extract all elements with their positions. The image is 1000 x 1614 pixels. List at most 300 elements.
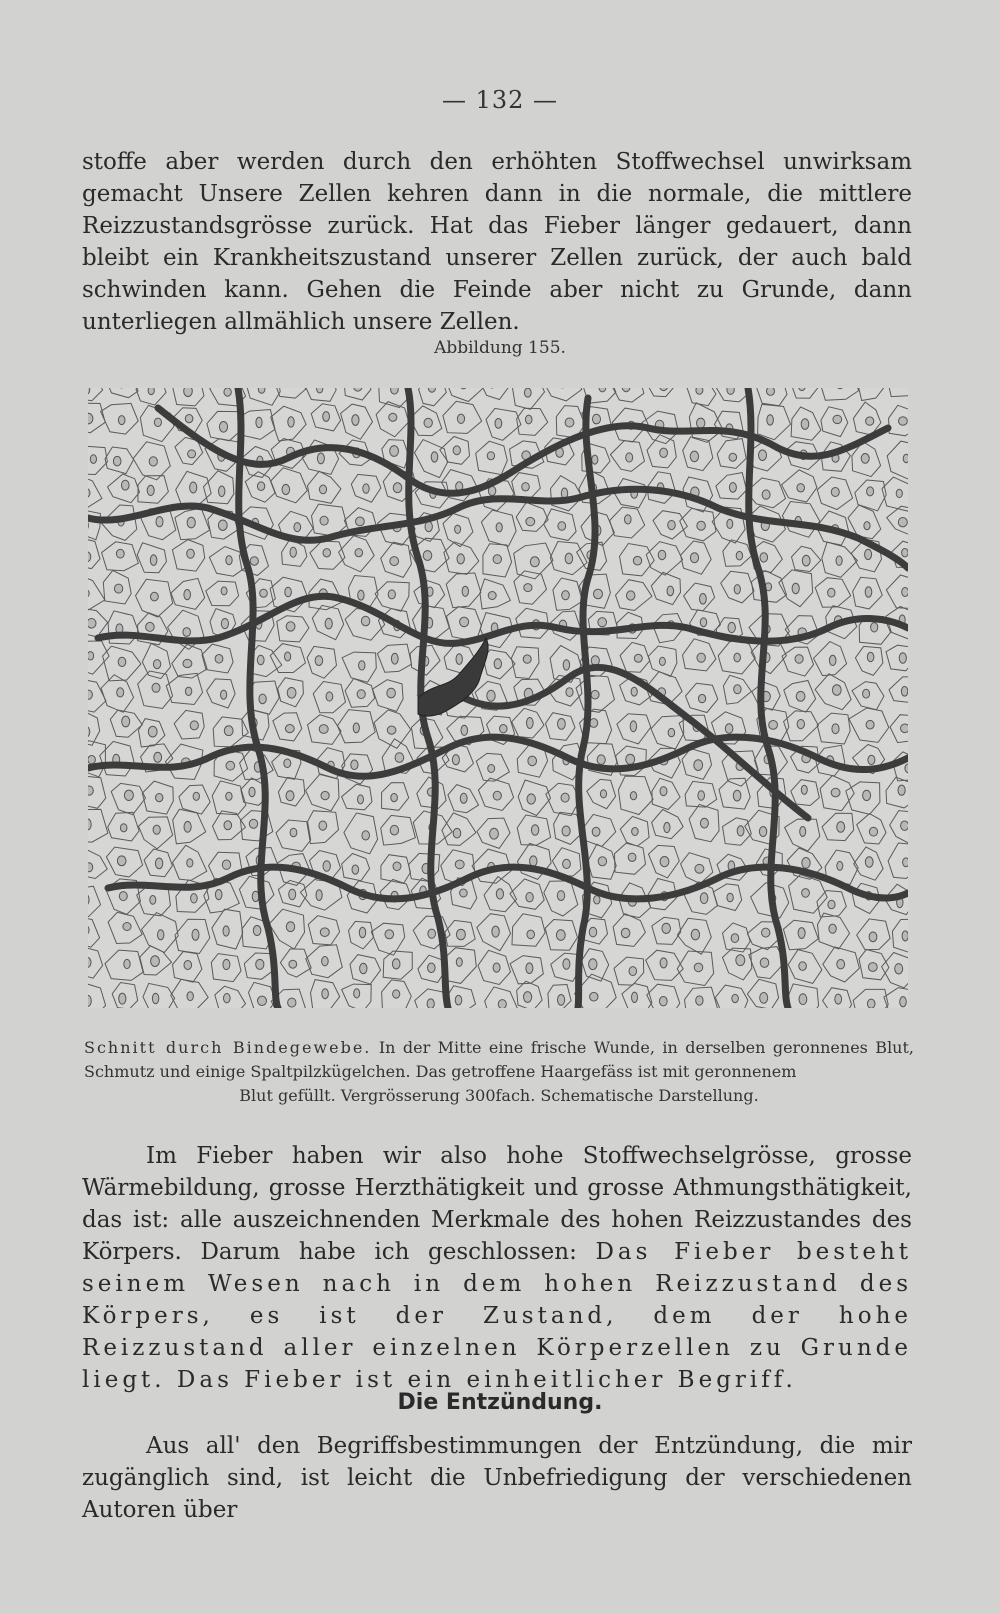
cell-nucleus <box>832 685 841 696</box>
cell-nucleus <box>558 719 566 730</box>
cell-nucleus <box>627 591 635 600</box>
cell-nucleus <box>700 893 708 904</box>
cell-nucleus <box>285 725 294 733</box>
cell-nucleus <box>729 453 737 461</box>
cell-nucleus <box>257 655 264 665</box>
cell-nucleus <box>319 821 327 830</box>
cell-nucleus <box>88 552 91 562</box>
cell-nucleus <box>116 549 124 558</box>
cell-nucleus <box>286 922 294 932</box>
cell-nucleus <box>732 994 739 1002</box>
cell-nucleus <box>356 517 365 526</box>
cell-nucleus <box>290 828 297 837</box>
cell-nucleus <box>460 793 467 803</box>
cell-nucleus <box>762 928 770 937</box>
cell-nucleus <box>725 724 733 734</box>
caption-text: In der Mitte eine frische Wunde, in derselben geronnenes Blut, Schmutz und einige Spaltpilzkügelchen. Das getroffene Haargefäss ist mit geronnenem <box>84 1038 914 1081</box>
cell-nucleus <box>865 857 873 867</box>
cell-nucleus <box>88 652 94 660</box>
cell-nucleus <box>218 520 227 530</box>
cell-nucleus <box>391 794 398 802</box>
cell-nucleus <box>183 659 192 667</box>
cell-nucleus <box>259 694 266 704</box>
cell-nucleus <box>631 687 637 696</box>
cell-nucleus <box>566 688 573 697</box>
cell-nucleus <box>727 388 734 394</box>
cell-nucleus <box>148 388 154 395</box>
cell-nucleus <box>290 547 296 557</box>
tissue-illustration <box>88 388 908 1008</box>
cell-nucleus <box>659 657 665 665</box>
cell-nucleus <box>114 584 122 593</box>
cell-nucleus <box>866 720 874 729</box>
cell-nucleus <box>734 685 741 694</box>
cell-nucleus <box>147 485 154 495</box>
cell-nucleus <box>124 959 130 968</box>
cell-nucleus <box>905 764 908 773</box>
cell-nucleus <box>493 963 500 972</box>
cell-nucleus <box>183 628 191 637</box>
cell-nucleus <box>662 923 671 933</box>
cell-nucleus <box>871 623 878 632</box>
cell-nucleus <box>493 791 501 800</box>
cell-nucleus <box>258 996 267 1005</box>
cell-nucleus <box>896 489 902 497</box>
cell-nucleus <box>760 958 769 967</box>
cell-nucleus <box>289 889 296 900</box>
cell-nucleus <box>831 788 840 797</box>
cell-nucleus <box>455 860 464 869</box>
cell-nucleus <box>492 926 499 937</box>
cell-nucleus <box>829 655 836 665</box>
cell-nucleus <box>558 522 566 531</box>
cell-nucleus <box>154 418 161 426</box>
cell-nucleus <box>621 928 630 938</box>
cell-nucleus <box>155 858 162 869</box>
cell-nucleus <box>831 488 839 497</box>
cell-nucleus <box>668 728 675 736</box>
cell-nucleus <box>628 853 636 861</box>
cell-nucleus <box>634 654 642 662</box>
cell-nucleus <box>316 890 322 901</box>
cell-nucleus <box>797 484 805 492</box>
cell-nucleus <box>899 653 906 664</box>
cell-nucleus <box>185 687 191 695</box>
cell-nucleus <box>363 484 369 493</box>
cell-nucleus <box>387 688 396 698</box>
cell-nucleus <box>431 452 438 462</box>
cell-nucleus <box>325 618 332 629</box>
cell-nucleus <box>837 960 845 969</box>
cell-nucleus <box>829 924 836 933</box>
cell-nucleus <box>457 414 464 423</box>
cell-nucleus <box>215 655 223 664</box>
cell-nucleus <box>455 525 461 533</box>
cell-nucleus <box>123 923 131 931</box>
cell-nucleus <box>90 455 96 464</box>
cell-nucleus <box>488 592 496 600</box>
cell-nucleus <box>626 453 633 462</box>
cell-nucleus <box>288 998 296 1007</box>
cell-nucleus <box>150 555 157 566</box>
cell-nucleus <box>323 412 330 422</box>
cell-nucleus <box>88 995 91 1006</box>
cell-nucleus <box>594 896 600 904</box>
cell-nucleus <box>902 588 908 597</box>
cell-nucleus <box>802 858 810 869</box>
cell-nucleus <box>317 453 324 464</box>
cell-nucleus <box>387 726 396 734</box>
cell-nucleus <box>113 456 121 466</box>
cell-nucleus <box>493 555 501 564</box>
cell-nucleus <box>801 419 809 430</box>
cell-nucleus <box>156 517 163 527</box>
cell-nucleus <box>694 963 703 972</box>
cell-nucleus <box>224 994 231 1003</box>
cell-nucleus <box>452 755 459 765</box>
cell-nucleus <box>633 556 641 565</box>
cell-nucleus <box>222 860 230 869</box>
cell-nucleus <box>223 959 230 969</box>
cell-nucleus <box>321 791 329 799</box>
cell-nucleus <box>319 485 326 494</box>
cell-nucleus <box>184 388 193 397</box>
caption-line-3: Blut gefüllt. Vergrösserung 300fach. Schematische Darstellung. <box>239 1086 759 1105</box>
cell-nucleus <box>699 694 706 702</box>
cell-nucleus <box>526 963 533 974</box>
cell-nucleus <box>355 549 363 557</box>
cell-nucleus <box>320 516 328 525</box>
cell-nucleus <box>393 990 400 998</box>
cell-nucleus <box>219 422 227 433</box>
cell-nucleus <box>526 893 533 902</box>
cell-nucleus <box>388 590 395 599</box>
cell-nucleus <box>358 795 364 804</box>
cell-nucleus <box>660 787 667 796</box>
cell-nucleus <box>760 993 768 1004</box>
cell-nucleus <box>287 688 296 699</box>
cell-nucleus <box>392 959 400 969</box>
cell-nucleus <box>736 551 742 560</box>
cell-nucleus <box>151 956 160 967</box>
cell-nucleus <box>590 719 598 728</box>
cell-nucleus <box>184 961 192 970</box>
paragraph-top: stoffe aber werden durch den erhöhten Stoffwechsel unwirksam gemacht Unsere Zellen kehren dann in die normale, die mittlere Reizzustandsgrösse zurück. Hat das Fieber länger gedauert, dann bleibt ein Krankheitszustand unserer Zellen zurück, der auch bald schwinden kann. Gehen die Feinde aber nicht zu Grunde, dann unterliegen allmählich unsere Zellen. <box>82 149 912 335</box>
cell-nucleus <box>863 689 870 698</box>
cell-nucleus <box>863 790 871 800</box>
cell-nucleus <box>393 862 401 871</box>
cell-nucleus <box>599 388 606 392</box>
cell-nucleus <box>660 448 668 457</box>
cell-nucleus <box>869 827 877 836</box>
cell-nucleus <box>118 657 126 666</box>
cell-nucleus <box>152 683 160 692</box>
cell-nucleus <box>427 999 434 1008</box>
cell-nucleus <box>660 857 669 867</box>
cell-nucleus <box>867 652 874 661</box>
cell-nucleus <box>460 889 468 897</box>
cell-nucleus <box>802 889 810 898</box>
cell-nucleus <box>385 930 394 939</box>
cell-nucleus <box>524 992 532 1003</box>
cell-nucleus <box>253 926 261 936</box>
cell-nucleus <box>390 557 399 566</box>
cell-nucleus <box>526 517 535 525</box>
cell-nucleus <box>117 856 126 866</box>
cell-nucleus <box>867 487 874 496</box>
cell-nucleus <box>598 857 606 866</box>
cell-nucleus <box>359 661 365 670</box>
cell-nucleus <box>88 756 95 764</box>
cell-nucleus <box>389 413 397 421</box>
cell-nucleus <box>760 553 768 562</box>
cell-nucleus <box>696 996 703 1005</box>
cell-nucleus <box>524 584 532 592</box>
cell-nucleus <box>589 959 597 970</box>
cell-nucleus <box>395 753 404 763</box>
cell-nucleus <box>424 418 432 427</box>
cell-nucleus <box>589 927 596 937</box>
cell-nucleus <box>151 592 159 601</box>
cell-nucleus <box>88 819 91 830</box>
cell-nucleus <box>903 858 908 867</box>
cell-nucleus <box>833 415 842 423</box>
cell-nucleus <box>898 785 905 795</box>
cell-nucleus <box>154 752 162 762</box>
cell-nucleus <box>498 1000 506 1008</box>
paragraph-mid <box>82 1140 912 1396</box>
cell-nucleus <box>700 618 706 627</box>
cell-nucleus <box>456 958 462 967</box>
cell-nucleus <box>600 790 606 798</box>
cell-nucleus <box>323 861 330 872</box>
cell-nucleus <box>352 415 359 426</box>
cell-nucleus <box>659 997 667 1006</box>
cell-nucleus <box>351 760 358 770</box>
cell-nucleus <box>496 523 502 532</box>
cell-nucleus <box>88 413 93 424</box>
cell-nucleus <box>866 417 874 425</box>
cell-nucleus <box>522 483 530 491</box>
cell-nucleus <box>124 790 133 800</box>
cell-nucleus <box>487 452 494 460</box>
cell-nucleus <box>700 594 707 605</box>
cell-nucleus <box>315 656 323 666</box>
cell-nucleus <box>223 926 229 936</box>
cell-nucleus <box>563 859 571 868</box>
cell-nucleus <box>733 790 741 801</box>
cell-nucleus <box>117 688 124 697</box>
cell-nucleus <box>867 999 875 1008</box>
cell-nucleus <box>188 450 196 458</box>
cell-nucleus <box>629 967 637 976</box>
cell-nucleus <box>148 726 157 737</box>
cell-nucleus <box>626 754 635 764</box>
cell-nucleus <box>487 690 495 701</box>
cell-nucleus <box>249 819 257 828</box>
cell-nucleus <box>453 446 460 455</box>
cell-nucleus <box>737 826 744 836</box>
cell-nucleus <box>561 793 569 802</box>
cell-nucleus <box>796 691 805 701</box>
cell-nucleus <box>224 388 231 396</box>
cell-nucleus <box>630 721 636 732</box>
cell-nucleus <box>453 828 461 838</box>
cell-nucleus <box>728 622 735 632</box>
cell-nucleus <box>528 756 537 766</box>
cell-nucleus <box>250 557 258 565</box>
cell-nucleus <box>828 588 835 597</box>
cell-nucleus <box>798 928 805 939</box>
cell-nucleus <box>185 415 193 423</box>
cell-nucleus <box>187 859 193 867</box>
cell-nucleus <box>767 415 774 425</box>
cell-nucleus <box>802 555 810 566</box>
cell-nucleus <box>249 787 255 796</box>
cell-nucleus <box>762 490 770 499</box>
cell-nucleus <box>88 619 96 629</box>
cell-nucleus <box>358 590 364 600</box>
cell-nucleus <box>354 989 360 998</box>
cell-nucleus <box>865 549 872 559</box>
cell-nucleus <box>461 725 468 735</box>
cell-nucleus <box>563 959 570 970</box>
cell-nucleus <box>359 927 365 937</box>
cell-nucleus <box>691 929 699 940</box>
cell-nucleus <box>119 892 127 901</box>
page-number: — 132 — <box>441 86 559 114</box>
cell-nucleus <box>759 450 767 461</box>
cell-nucleus <box>901 724 909 733</box>
cell-nucleus <box>690 553 698 563</box>
cell-nucleus <box>527 930 535 939</box>
cell-nucleus <box>727 519 733 528</box>
cell-nucleus <box>597 755 605 765</box>
cell-nucleus <box>861 454 869 464</box>
cell-nucleus <box>390 825 398 835</box>
cell-nucleus <box>729 483 736 493</box>
cell-nucleus <box>286 622 295 631</box>
cell-nucleus <box>590 992 598 1001</box>
cell-nucleus <box>895 964 903 974</box>
cell-nucleus <box>193 792 199 800</box>
cell-nucleus <box>320 928 329 937</box>
cell-nucleus <box>769 721 778 730</box>
cell-nucleus <box>563 660 569 670</box>
cell-nucleus <box>836 556 842 565</box>
cell-nucleus <box>158 930 164 940</box>
cell-nucleus <box>258 388 265 393</box>
cell-nucleus <box>323 549 331 557</box>
cell-nucleus <box>632 828 639 836</box>
cell-nucleus <box>731 934 739 943</box>
cell-nucleus <box>660 958 667 968</box>
cell-nucleus <box>226 792 232 800</box>
cell-nucleus <box>734 653 741 662</box>
cell-nucleus <box>224 821 232 830</box>
cell-nucleus <box>797 720 804 729</box>
cell-nucleus <box>565 553 573 564</box>
cell-nucleus <box>695 864 704 873</box>
cell-nucleus <box>565 418 574 427</box>
cell-nucleus <box>530 856 537 866</box>
cell-nucleus <box>457 554 464 564</box>
cell-nucleus <box>88 863 93 872</box>
figure-caption <box>84 1036 914 1108</box>
cell-nucleus <box>531 825 538 836</box>
cell-nucleus <box>698 791 705 801</box>
cell-nucleus <box>326 692 333 701</box>
cell-nucleus <box>658 550 666 559</box>
cell-nucleus <box>558 995 565 1006</box>
cell-nucleus <box>284 759 291 768</box>
cell-nucleus <box>668 521 676 530</box>
cell-nucleus <box>289 960 297 968</box>
cell-nucleus <box>184 590 191 600</box>
cell-nucleus <box>360 963 367 973</box>
cell-nucleus <box>562 591 570 600</box>
cell-nucleus <box>362 831 370 840</box>
cell-nucleus <box>524 388 531 397</box>
cell-nucleus <box>736 955 745 966</box>
cell-nucleus <box>801 785 807 794</box>
cell-nucleus <box>900 997 907 1007</box>
cell-nucleus <box>152 993 158 1004</box>
cell-nucleus <box>592 455 598 464</box>
cell-nucleus <box>625 515 632 524</box>
cell-nucleus <box>696 388 703 394</box>
cell-nucleus <box>215 890 222 900</box>
cell-nucleus <box>902 931 908 941</box>
cell-nucleus <box>795 655 803 664</box>
cell-nucleus <box>187 517 195 528</box>
cell-nucleus <box>901 821 908 830</box>
cell-nucleus <box>593 414 601 424</box>
cell-nucleus <box>557 891 564 901</box>
cell-nucleus <box>221 690 227 699</box>
cell-nucleus <box>664 822 670 832</box>
cell-nucleus <box>527 718 534 729</box>
cell-nucleus <box>187 549 195 558</box>
cell-nucleus <box>191 894 198 903</box>
cell-nucleus <box>868 755 875 764</box>
cell-nucleus <box>260 589 268 597</box>
cell-nucleus <box>530 557 539 567</box>
cell-nucleus <box>462 586 468 596</box>
cell-nucleus <box>903 454 908 462</box>
cell-nucleus <box>146 622 155 631</box>
cell-nucleus <box>119 993 126 1004</box>
cell-nucleus <box>190 721 198 730</box>
cell-nucleus <box>899 417 908 426</box>
paragraph-mid-plain: Im Fieber haben wir also hohe Stoffwechselgrösse, grosse Wärmebildung, grosse Herzthätigkeit und grosse Athmungsthätigkeit, das ist: alle auszeichnenden Merkmale des hohen Reizzustandes des Körpers. Darum habe ich geschlossen: <box>82 1143 912 1265</box>
cell-nucleus <box>832 724 839 734</box>
cell-nucleus <box>221 619 228 629</box>
cell-nucleus <box>835 994 842 1004</box>
cell-nucleus <box>697 418 705 428</box>
cell-nucleus <box>759 827 766 837</box>
cell-nucleus <box>219 486 225 497</box>
cell-nucleus <box>221 587 227 595</box>
cell-nucleus <box>391 388 399 394</box>
cell-nucleus <box>393 483 402 493</box>
cell-nucleus <box>122 480 130 490</box>
cell-nucleus <box>523 655 531 663</box>
cell-nucleus <box>184 821 191 832</box>
cell-nucleus <box>357 690 365 699</box>
cell-nucleus <box>837 861 843 870</box>
cell-nucleus <box>282 484 290 494</box>
